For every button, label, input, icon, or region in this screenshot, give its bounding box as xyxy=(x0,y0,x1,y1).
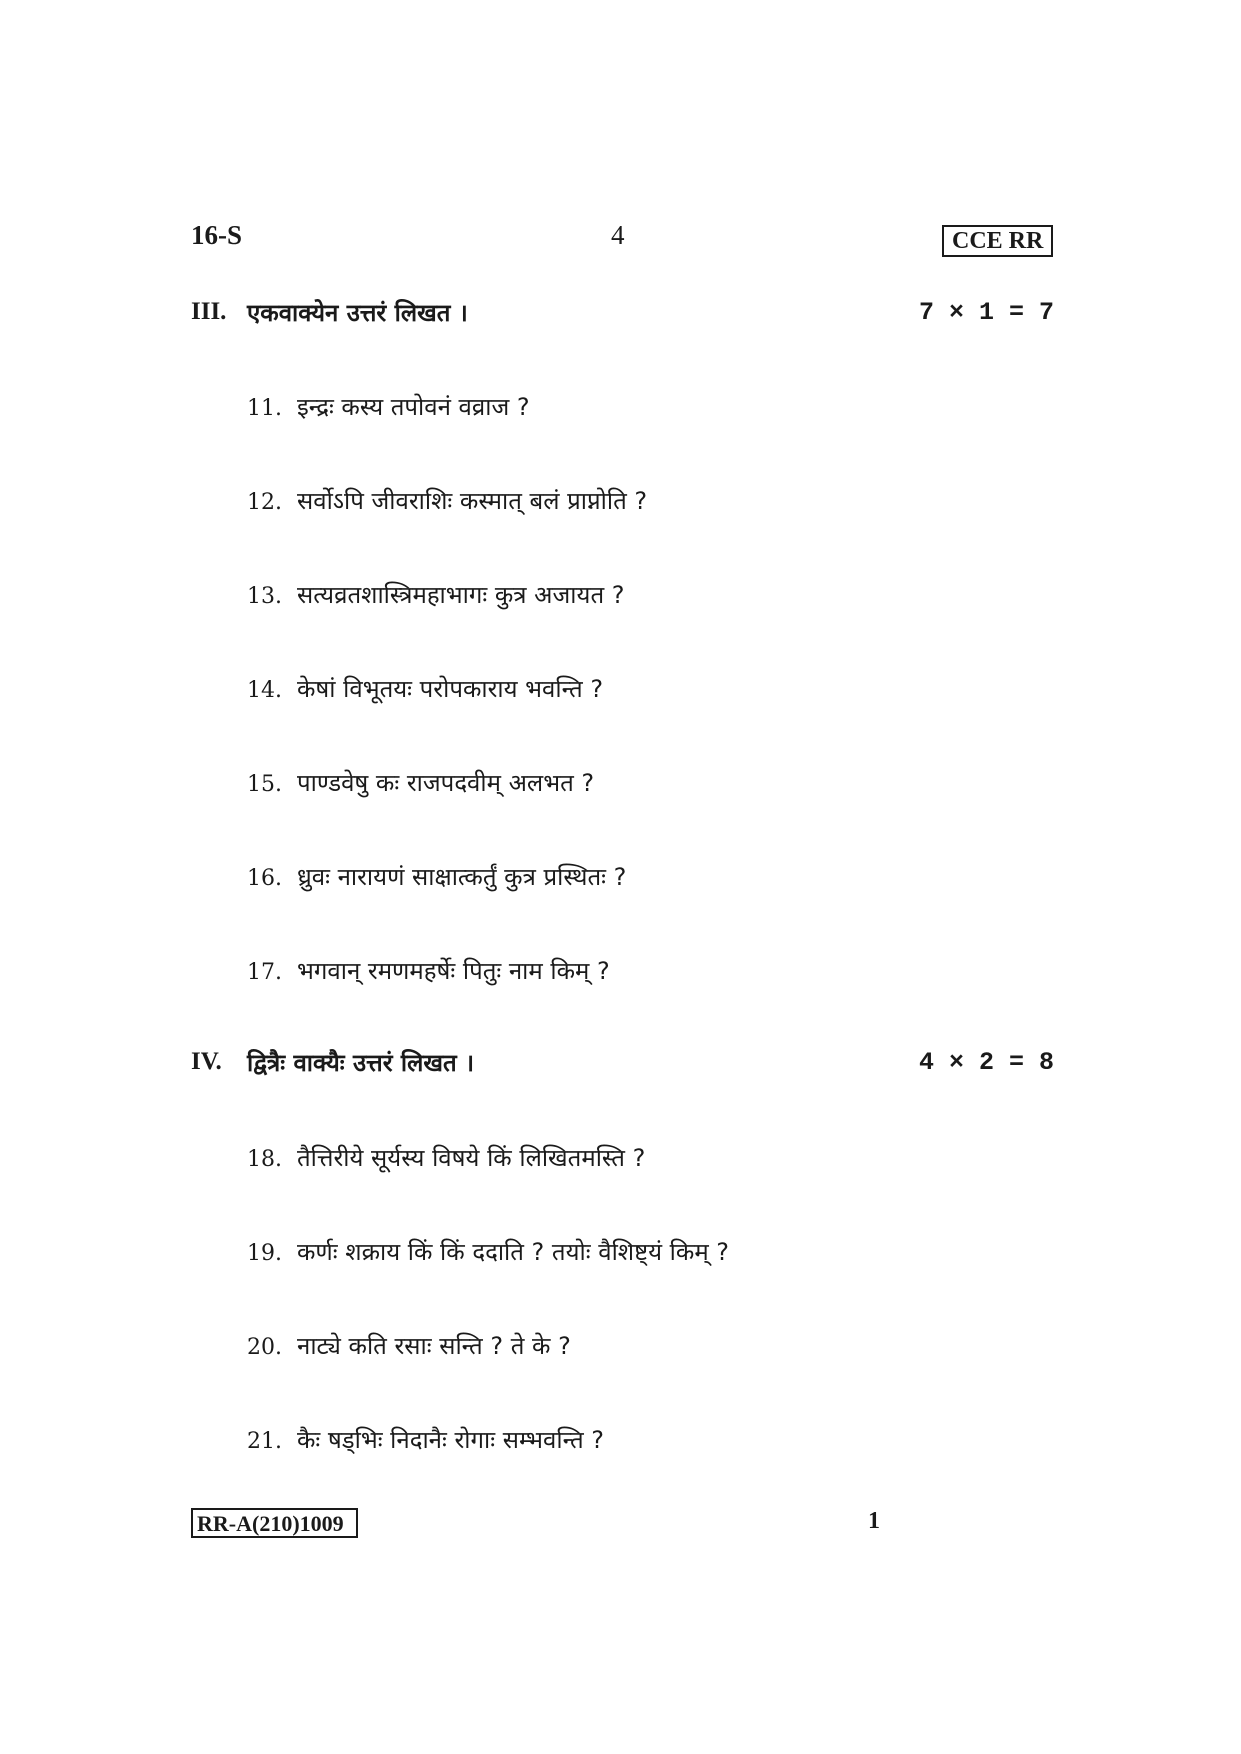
question-number: 15. xyxy=(247,772,282,797)
footer-code-box: RR-A(210)1009 xyxy=(191,1508,358,1538)
section-title: द्वित्रैः वाक्यैः उत्तरं लिखत । xyxy=(247,1049,475,1077)
question-row xyxy=(247,766,594,799)
question-row xyxy=(247,484,647,517)
question-number: 20. xyxy=(247,1335,282,1360)
question-row xyxy=(247,390,530,423)
question-number: 18. xyxy=(247,1147,282,1172)
question-text: पाण्डवेषु कः राजपदवीम् अलभत ? xyxy=(297,769,595,797)
sheet-number: 1 xyxy=(868,1508,880,1534)
question-row xyxy=(247,672,603,705)
question-text: ध्रुवः नारायणं साक्षात्कर्तुं कुत्र प्रस्थितः ? xyxy=(297,863,627,891)
question-number: 14. xyxy=(247,678,282,703)
question-number: 11. xyxy=(247,396,282,421)
question-number: 13. xyxy=(247,584,282,609)
question-number: 19. xyxy=(247,1241,282,1266)
question-text: नाट्ये कति रसाः सन्ति ? ते के ? xyxy=(297,1332,571,1360)
question-row xyxy=(247,1329,571,1362)
question-number: 17. xyxy=(247,960,282,985)
question-text: केषां विभूतयः परोपकाराय भवन्ति ? xyxy=(297,675,604,703)
question-row xyxy=(247,1235,729,1268)
question-text: इन्द्रः कस्य तपोवनं वव्राज ? xyxy=(297,393,530,421)
question-text: कैः षड्भिः निदानैः रोगाः सम्भवन्ति ? xyxy=(297,1426,605,1454)
question-row xyxy=(247,1423,604,1456)
page-number: 4 xyxy=(611,220,625,250)
question-row xyxy=(247,578,625,611)
question-row xyxy=(247,954,610,987)
section-marks: 7 × 1 = 7 xyxy=(918,298,1054,327)
question-number: 16. xyxy=(247,866,282,891)
question-text: सत्यव्रतशास्त्रिमहाभागः कुत्र अजायत ? xyxy=(297,581,625,609)
paper-code: 16-S xyxy=(191,220,243,250)
question-text: तैत्तिरीये सूर्यस्य विषये किं लिखितमस्ति ? xyxy=(297,1144,646,1172)
question-number: 12. xyxy=(247,490,282,515)
section-title: एकवाक्येन उत्तरं लिखत । xyxy=(247,299,468,327)
question-text: सर्वोऽपि जीवराशिः कस्मात् बलं प्राप्नोति ? xyxy=(297,487,648,515)
question-number: 21. xyxy=(247,1429,282,1454)
section-numeral: III. xyxy=(191,298,227,325)
board-label-box: CCE RR xyxy=(942,225,1053,257)
question-row xyxy=(247,1141,645,1174)
question-text: कर्णः शक्राय किं किं ददाति ? तयोः वैशिष्ट्यं किम् ? xyxy=(297,1238,730,1266)
section-numeral: IV. xyxy=(191,1048,222,1075)
section-marks: 4 × 2 = 8 xyxy=(918,1048,1054,1077)
question-text: भगवान् रमणमहर्षेः पितुः नाम किम् ? xyxy=(297,957,610,985)
question-row xyxy=(247,860,626,893)
